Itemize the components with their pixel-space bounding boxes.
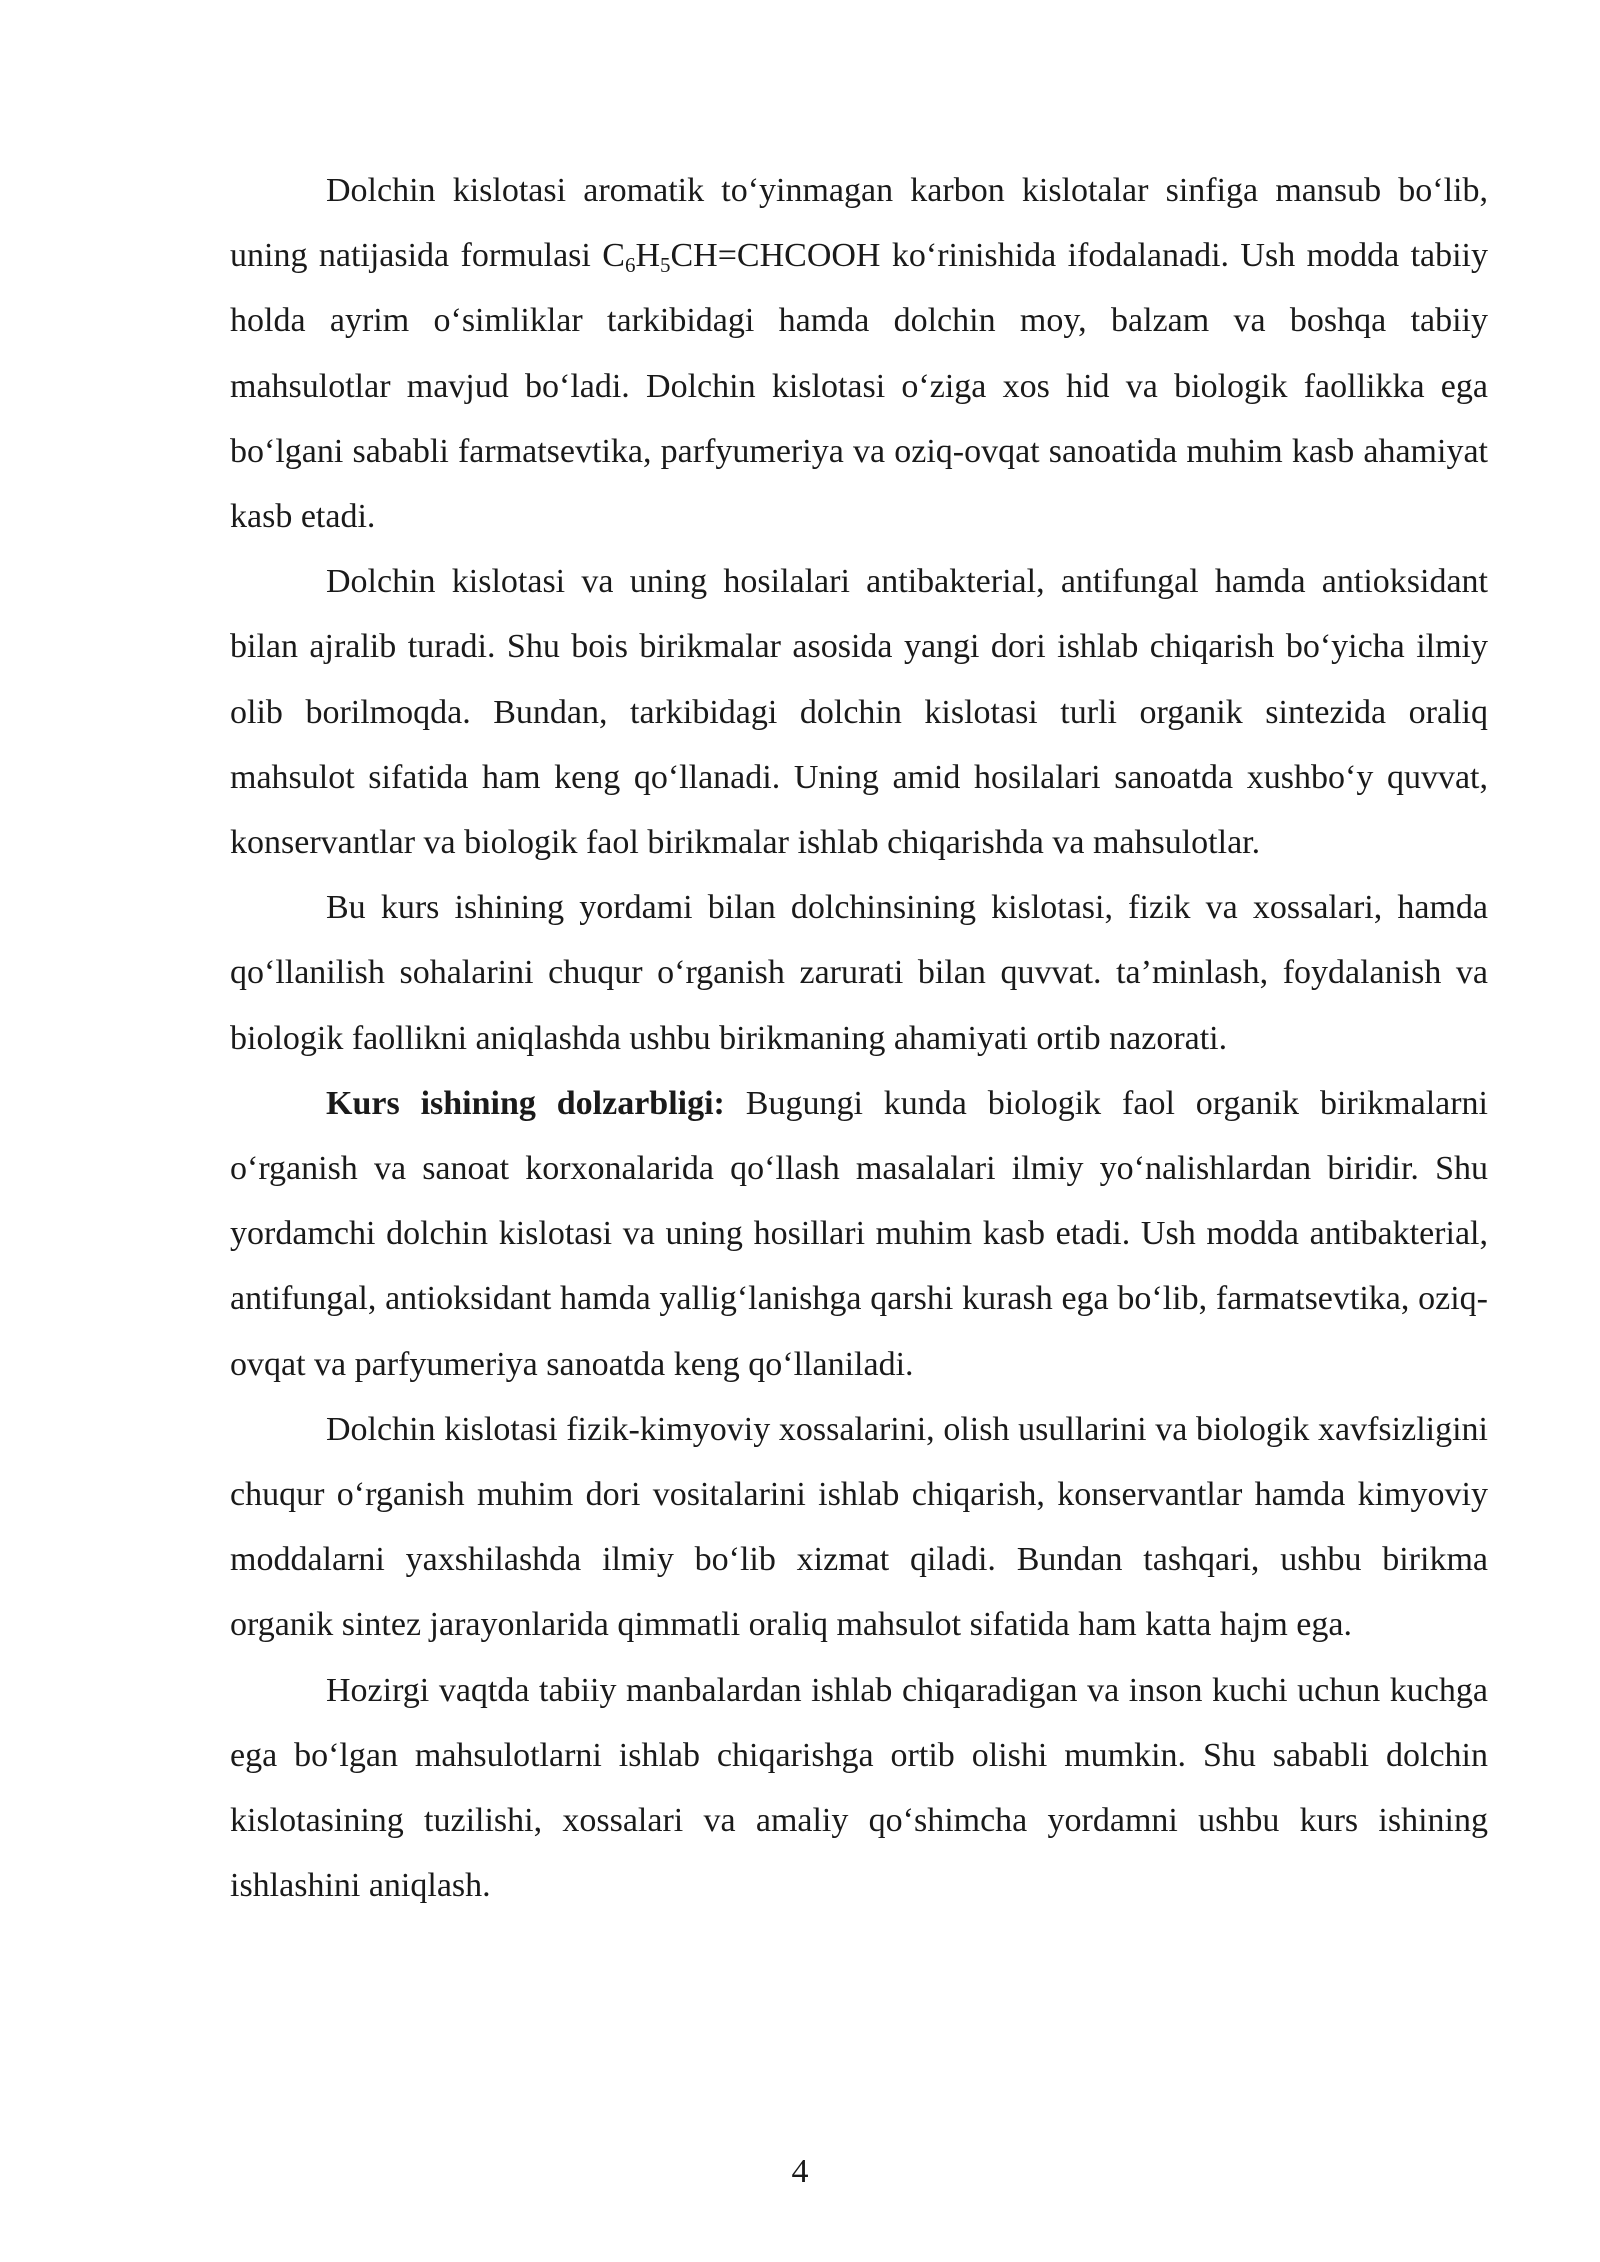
paragraph-course-purpose: Bu kurs ishining yordami bilan dolchinsining kislotasi, fizik va xossalari, hamda qo‘llanilish sohalarini chuqur o‘rganish zarurati bilan quvvat. ta’minlash, foydalanish va biologik faollikni aniqlashda ushbu birikmaning ahamiyati ortib nazorati.	[230, 889, 1488, 1057]
relevance-heading: Kurs ishining dolzarbligi:	[326, 1084, 725, 1122]
page-number: 4	[791, 2153, 809, 2190]
formula-subscript-6: 6	[624, 253, 636, 278]
paragraph-natural-sources: Hozirgi vaqtda tabiiy manbalardan ishlab chiqaradigan va inson kuchi uchun kuchga ega bo‘lgan mahsulotlarni ishlab chiqarishga ortib olishi mumkin. Shu sababli dolchin kislotasining tuzilishi, xossalari va amaliy qo‘shimcha yordamni ushbu kurs ishining ishlashini aniqlash.	[230, 1671, 1488, 1905]
paragraph1-text-a: Dolchin kislotasi aromatik to‘yinmagan karbon kislotalar sinfiga mansub bo‘lib, uning natijasida formulasi C	[230, 172, 1488, 275]
paragraph-physicochemical: Dolchin kislotasi fizik-kimyoviy xossalarini, olish usullarini va biologik xavfsizligini chuqur o‘rganish muhim dori vositalarini ishlab chiqarish, konservantlar hamda kimyoviy moddalarni yaxshilashda ilmiy bo‘lib xizmat qiladi. Bundan tashqari, ushbu birikma organik sintez jarayonlarida qimmatli oraliq mahsulot sifatida ham katta hajm ega.	[230, 1410, 1488, 1644]
paragraph-intro-formula	[230, 158, 1488, 549]
paragraph-derivatives: Dolchin kislotasi va uning hosilalari antibakterial, antifungal hamda antioksidant bilan ajralib turadi. Shu bois birikmalar asosida yangi dori ishlab chiqarish bo‘yicha ilmiy olib borilmoqda. Bundan, tarkibidagi dolchin kislotasi turli organik sintezida oraliq mahsulot sifatida ham keng qo‘llanadi. Uning amid hosilalari sanoatda xushbo‘y quvvat, konservantlar va biologik faol birikmalar ishlab chiqarishda va mahsulotlar.	[230, 563, 1488, 862]
paragraph-relevance	[230, 1071, 1488, 1397]
document-body	[230, 158, 1488, 1918]
formula-subscript-5: 5	[660, 253, 671, 278]
paragraph1-text-b: H	[635, 237, 660, 275]
paragraph1-text-c: CH=CHCOOH ko‘rinishida ifodalanadi. Ush modda tabiiy holda ayrim o‘simliklar tarkibidagi hamda dolchin moy, balzam va boshqa tabiiy mahsulotlar mavjud bo‘ladi. Dolchin kislotasi o‘ziga xos hid va biologik faollikka ega bo‘lgani sababli farmatsevtika, parfyumeriya va oziq-ovqat sanoatida muhim kasb ahamiyat kasb etadi.	[230, 237, 1488, 536]
relevance-text: Bugungi kunda biologik faol organik birikmalarni o‘rganish va sanoat korxonalarida qo‘llash masalalari ilmiy yo‘nalishlardan biridir. Shu yordamchi dolchin kislotasi va uning hosillari muhim kasb etadi. Ush modda antibakterial, antifungal, antioksidant hamda yallig‘lanishga qarshi kurash ega bo‘lib, farmatsevtika, oziq-ovqat va parfyumeriya sanoatda keng qo‘llaniladi.	[230, 1084, 1488, 1383]
